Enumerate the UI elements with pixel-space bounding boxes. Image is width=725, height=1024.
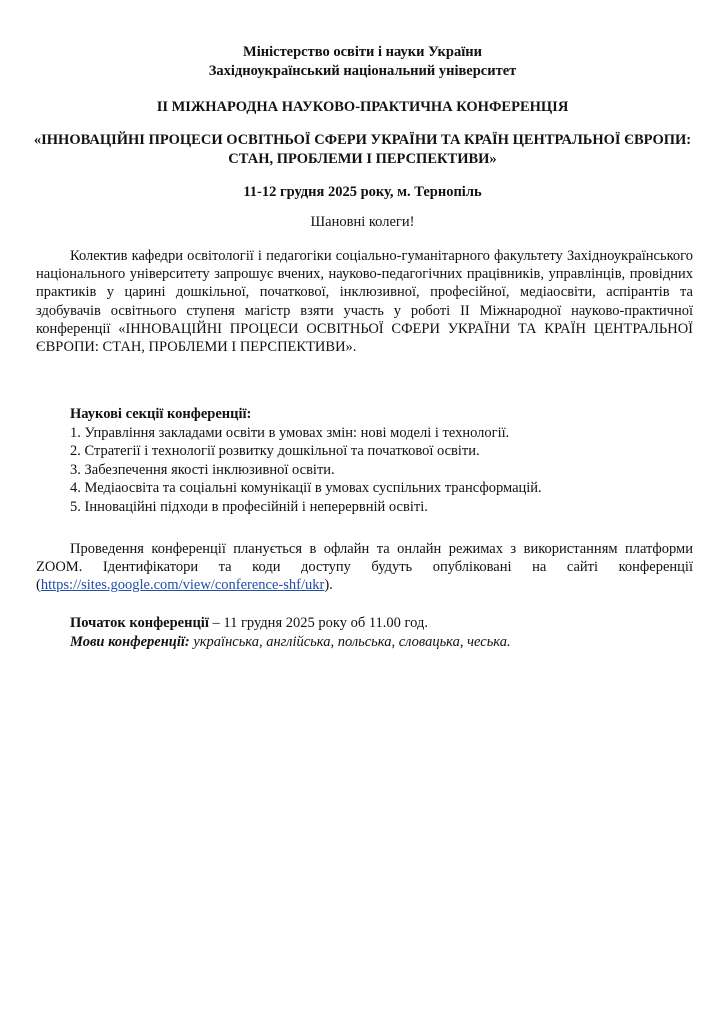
- conference-site-link[interactable]: https://sites.google.com/view/conference-shf/ukr: [40, 577, 325, 594]
- ministry-name: Міністерство освіти і науки України: [243, 44, 482, 60]
- start-line: [70, 614, 690, 633]
- section-item: 4. Медіаосвіта та соціальні комунікації в умовах суспільних трансформацій.: [70, 480, 542, 497]
- format-paragraph: [36, 540, 693, 595]
- conference-type: ІІ МІЖНАРОДНА НАУКОВО-ПРАКТИЧНА КОНФЕРЕНЦІЯ: [156, 99, 569, 115]
- section-item: 5. Інноваційні підходи в професійній і неперервній освіті.: [70, 498, 428, 515]
- intro-text: Колектив кафедри освітології і педагогіки соціально-гуманітарного факультету Західноукраїнського національного університету запрошує вчених, науково-педагогічних працівників, управлінців, провідних практиків у царині дошкільної, початкової, інклюзивної, професійної, медіаосвіти, аспірантів та здобувачів освітнього ступеня магістр взяти участь у роботі ІІ Міжнародної науково-практичної конференції «ІННОВАЦІЙНІ ПРОЦЕСИ ОСВІТНЬОЇ СФЕРИ УКРАЇНИ ТА КРАЇН ЦЕНТРАЛЬНОЇ ЄВРОПИ: СТАН, ПРОБЛЕМИ І ПЕРСПЕКТИВИ».: [36, 248, 693, 356]
- conference-details: [70, 614, 690, 652]
- start-value: – 11 грудня 2025 року об 11.00 год.: [208, 615, 428, 631]
- languages-label: Мови конференції:: [70, 634, 190, 650]
- languages-value: українська, англійська, польська, словацька, чеська.: [189, 634, 511, 650]
- conference-title: «ІННОВАЦІЙНІ ПРОЦЕСИ ОСВІТНЬОЇ СФЕРИ УКРАЇНИ ТА КРАЇН ЦЕНТРАЛЬНОЇ ЄВРОПИ: СТАН, ПРОБЛЕМИ І ПЕРСПЕКТИВИ»: [33, 132, 692, 167]
- section-item: 3. Забезпечення якості інклюзивної освіти.: [70, 461, 335, 478]
- section-item: 1. Управління закладами освіти в умовах змін: нові моделі і технології.: [70, 424, 510, 441]
- start-label: Початок конференції: [70, 615, 209, 631]
- university-name: Західноукраїнський національний університет: [208, 63, 517, 79]
- sections-title: Наукові секції конференції:: [70, 406, 252, 422]
- languages-line: [70, 633, 690, 652]
- format-text: Проведення конференції планується в офлайн та онлайн режимах з використанням платформи ZOOM. Ідентифікатори та коди доступу будуть опубліковані на сайті конференції (: [36, 541, 693, 594]
- section-item: 2. Стратегії і технології розвитку дошкільної та початкової освіти.: [70, 443, 480, 460]
- intro-paragraph: [36, 247, 693, 356]
- greeting: Шановні колеги!: [310, 214, 415, 230]
- document-header: [0, 43, 725, 81]
- sections-list: [70, 405, 690, 517]
- format-after: ).: [324, 577, 333, 594]
- conference-date-place: 11-12 грудня 2025 року, м. Тернопіль: [243, 184, 482, 200]
